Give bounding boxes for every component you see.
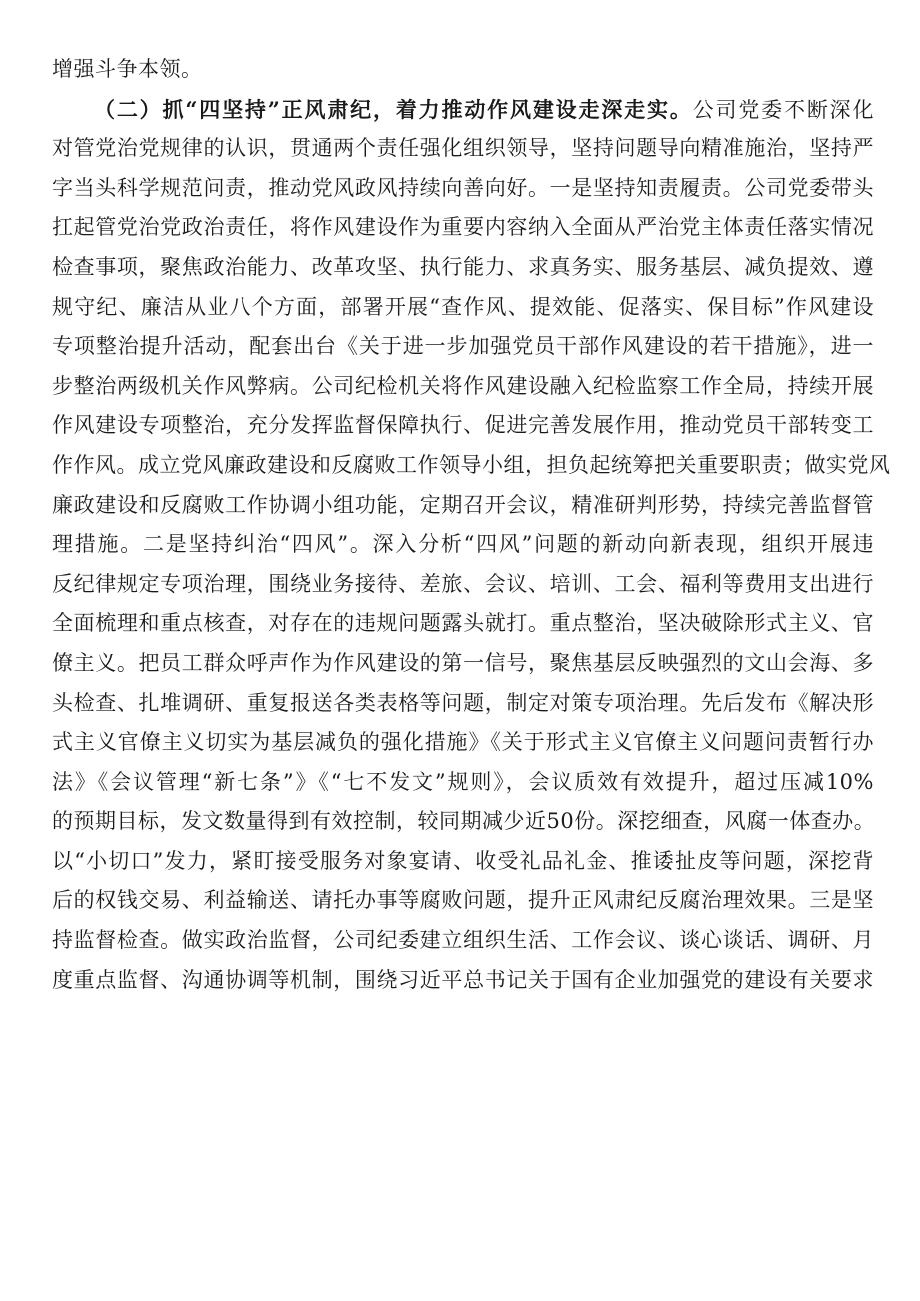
- paragraph-line: 对管党治党规律的认识，贯通两个责任强化组织领导，坚持问题导向精准施治，坚持严: [52, 136, 874, 161]
- paragraph-line: 僚主义。把员工群众呼声作为作风建设的第一信号，聚焦基层反映强烈的文山会海、多: [52, 650, 874, 675]
- paragraph-line: 步整治两级机关作风弊病。公司纪检机关将作风建设融入纪检监察工作全局，持续开展: [52, 373, 874, 398]
- paragraph-line: 理措施。二是坚持纠治“四风”。深入分析“四风”问题的新动向新表现，组织开展违: [52, 532, 874, 557]
- paragraph-line: 后的权钱交易、利益输送、请托办事等腐败问题，提升正风肃纪反腐治理效果。三是坚: [52, 888, 874, 913]
- paragraph-line: 头检查、扎堆调研、重复报送各类表格等问题，制定对策专项治理。先后发布《解决形: [52, 690, 874, 715]
- paragraph-line: 检查事项，聚焦政治能力、改革攻坚、执行能力、求真务实、服务基层、减负提效、遵: [52, 254, 874, 279]
- paragraph-line: 专项整治提升活动，配套出台《关于进一步加强党员干部作风建设的若干措施》，进一: [52, 334, 874, 359]
- paragraph-line: 以“小切口”发力，紧盯接受服务对象宴请、收受礼品礼金、推诿扯皮等问题，深挖背: [52, 848, 874, 873]
- body-text: [52, 50, 891, 1000]
- paragraph-line: 全面梳理和重点核查，对存在的违规问题露头就打。重点整治，坚决破除形式主义、官: [52, 611, 874, 636]
- paragraph-line: 扛起管党治党政治责任，将作风建设作为重要内容纳入全面从严治党主体责任落实情况: [52, 215, 874, 240]
- paragraph-line: 作作风。成立党风廉政建设和反腐败工作领导小组，担负起统筹把关重要职责；做实党风: [52, 452, 891, 477]
- paragraph-line: 式主义官僚主义切实为基层减负的强化措施》《关于形式主义官僚主义问题问责暂行办: [52, 730, 874, 755]
- paragraph-line: 法》《会议管理“新七条”》《“七不发文”规则》，会议质效有效提升，超过压减10%: [52, 769, 874, 794]
- paragraph-line: 持监督检查。做实政治监督，公司纪委建立组织生活、工作会议、谈心谈话、调研、月: [52, 928, 874, 953]
- section-heading-line: [52, 90, 874, 130]
- paragraph-line: 规守纪、廉洁从业八个方面，部署开展“查作风、提效能、促落实、保目标”作风建设: [52, 294, 874, 319]
- paragraph-line: 反纪律规定专项治理，围绕业务接待、差旅、会议、培训、工会、福利等费用支出进行: [52, 571, 874, 596]
- paragraph-line: 廉政建设和反腐败工作协调小组功能，定期召开会议，精准研判形势，持续完善监督管: [52, 492, 874, 517]
- paragraph-line: 字当头科学规范问责，推动党风政风持续向善向好。一是坚持知责履责。公司党委带头: [52, 175, 874, 200]
- paragraph-line: 的预期目标，发文数量得到有效控制，较同期减少近50份。深挖细查，风腐一体查办。: [52, 809, 876, 834]
- paragraph-line: 作风建设专项整治，充分发挥监督保障执行、促进完善发展作用，推动党员干部转变工: [52, 413, 874, 438]
- paragraph-line: 度重点监督、沟通协调等机制，围绕习近平总书记关于国有企业加强党的建设有关要求: [52, 967, 874, 992]
- paragraph-line: 增强斗争本领。: [52, 57, 203, 81]
- paragraph-line-start: 公司党委不断深化: [692, 97, 875, 122]
- section-heading: （二）抓“四坚持”正风肃纪，着力推动作风建设走深走实。: [94, 96, 693, 122]
